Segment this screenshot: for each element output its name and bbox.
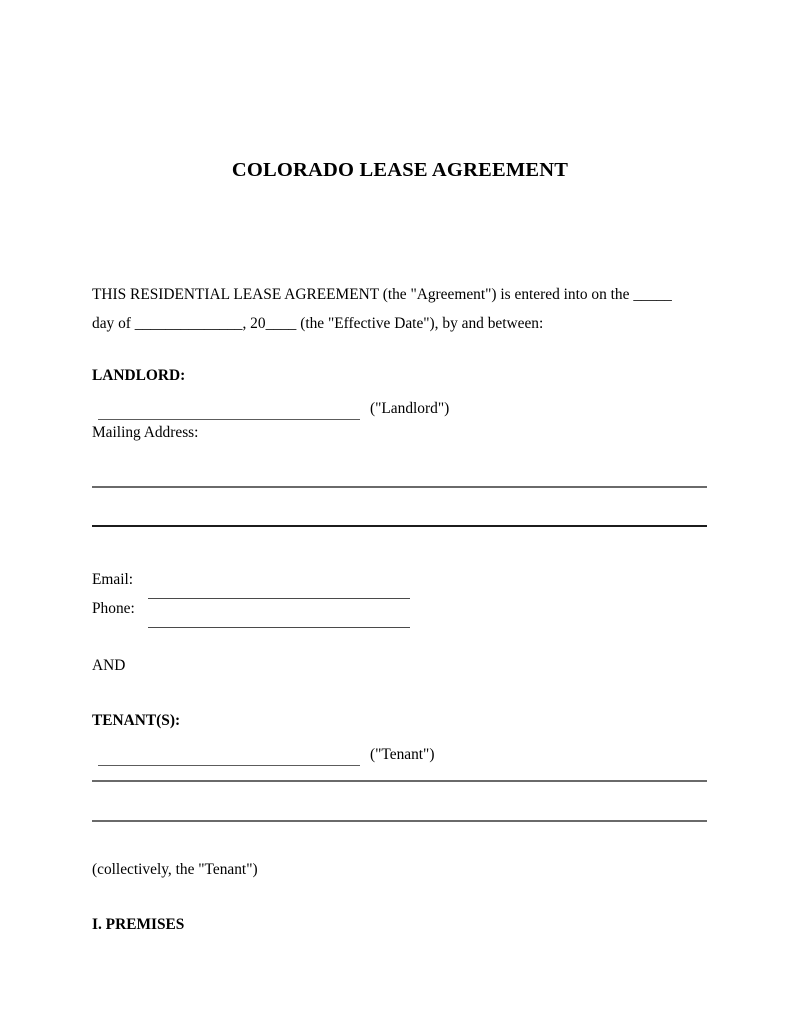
section-heading-premises: I. PREMISES [92,916,185,933]
tenant-name-input-line[interactable] [98,765,360,766]
landlord-name-input-line[interactable] [98,419,360,420]
intro-line2-text: day of [92,314,135,332]
tenant-extra-line-1[interactable] [92,780,707,782]
intro-year-blank[interactable]: ____ [265,314,297,332]
landlord-email-input-line[interactable] [148,598,410,599]
intro-line2-tail: (the "Effective Date"), by and between: [296,314,544,332]
intro-paragraph [92,281,708,338]
tenant-heading: TENANT(S): [92,712,181,729]
tenant-collective-note: (collectively, the "Tenant") [92,861,258,878]
landlord-mailing-address-label: Mailing Address: [92,424,199,441]
tenant-extra-line-2[interactable] [92,820,707,822]
landlord-name-caption: ("Landlord") [370,400,450,417]
and-conjunction: AND [92,657,126,674]
landlord-email-label: Email: [92,571,134,588]
intro-line1-text: THIS RESIDENTIAL LEASE AGREEMENT (the "Agreement") is entered into on the [92,286,634,303]
tenant-name-caption: ("Tenant") [370,746,435,763]
intro-year-prefix: , 20 [242,314,266,332]
intro-month-blank[interactable]: ______________ [134,314,243,332]
landlord-address-line-1[interactable] [92,486,707,488]
landlord-heading: LANDLORD: [92,367,186,384]
page-title: COLORADO LEASE AGREEMENT [231,159,569,181]
intro-day-blank[interactable]: _____ [633,286,672,303]
landlord-phone-label: Phone: [92,600,135,617]
landlord-phone-input-line[interactable] [148,627,410,628]
landlord-address-line-2[interactable] [92,525,707,527]
